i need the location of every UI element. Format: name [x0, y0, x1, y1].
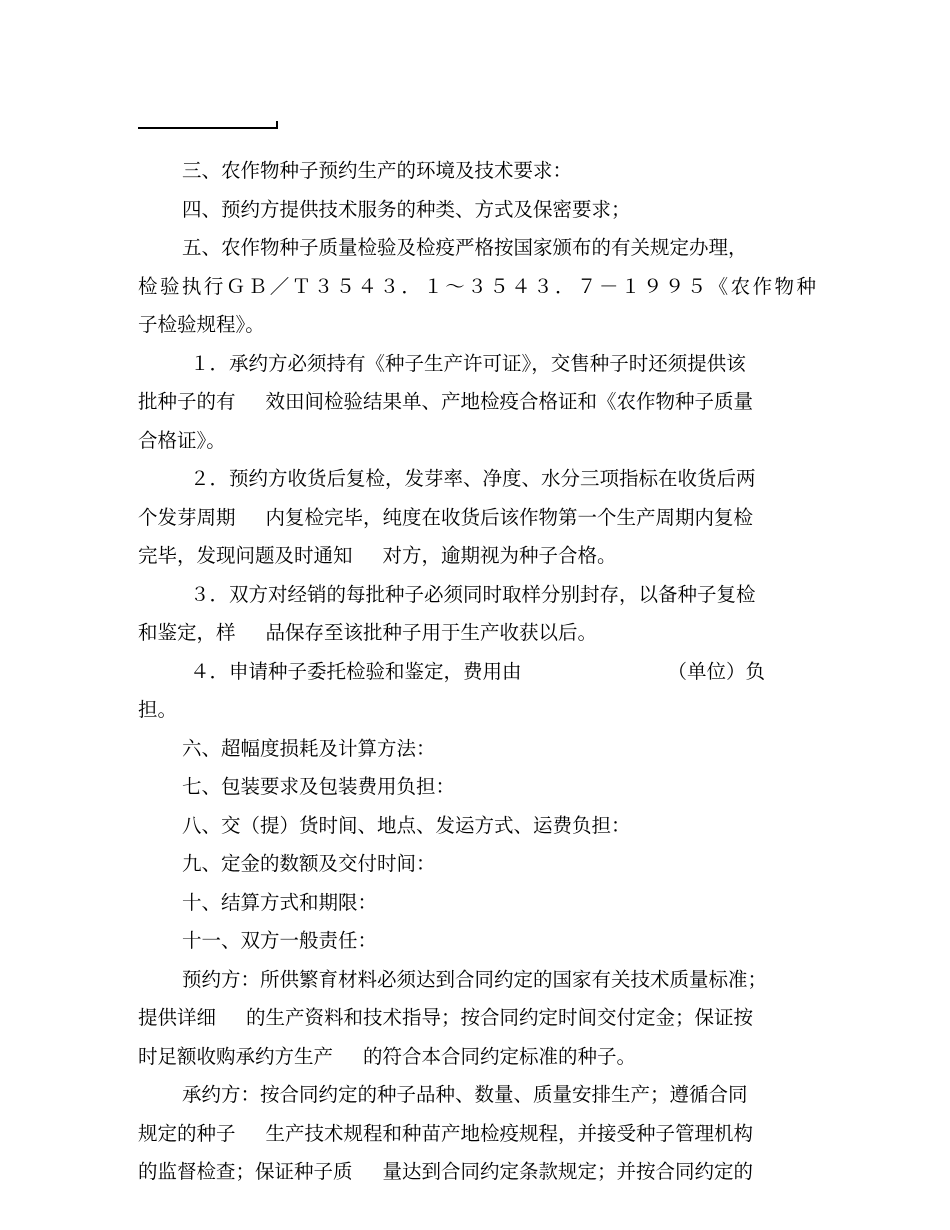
clause-5-line-3: 子检验规程》。	[138, 313, 265, 336]
item-4-line-2: 担。	[138, 698, 178, 721]
table-corner-border	[276, 121, 278, 129]
item-2-line-3: 完毕，发现问题及时通知 对方，逾期视为种子合格。	[138, 544, 617, 567]
buyer-duties-line-2: 提供详细 的生产资料和技术指导；按合同约定时间交付定金；保证按	[138, 1006, 754, 1029]
table-bottom-border	[138, 127, 278, 129]
clause-3: 三、农作物种子预约生产的环境及技术要求：	[182, 159, 573, 182]
document-body	[138, 152, 816, 1192]
item-3: ３．双方对经销的每批种子必须同时取样分别封存，以备种子复检	[190, 582, 756, 606]
clause-5-line-2: 检验执行ＧＢ／Ｔ３５４３．１～３５４３．７－１９９５《农作物种	[138, 274, 816, 298]
item-4: ４．申请种子委托检验和鉴定，费用由 （单位）负	[190, 659, 766, 683]
item-1-line-2: 批种子的有 效田间检验结果单、产地检疫合格证和《农作物种子质量	[138, 390, 754, 413]
item-1-line-3: 合格证》。	[138, 428, 226, 452]
item-1: １．承约方必须持有《种子生产许可证》，交售种子时还须提供该	[190, 351, 746, 375]
grower-duties: 承约方：按合同约定的种子品种、数量、质量安排生产；遵循合同	[182, 1083, 748, 1106]
clause-6: 六、超幅度损耗及计算方法：	[182, 736, 436, 760]
clause-8: 八、交（提）货时间、地点、发运方式、运费负担：	[182, 813, 631, 837]
clause-4: 四、预约方提供技术服务的种类、方式及保密要求；	[182, 197, 631, 221]
buyer-duties: 预约方：所供繁育材料必须达到合同约定的国家有关技术质量标准；	[182, 967, 768, 991]
clause-7: 七、包装要求及包装费用负担：	[182, 775, 456, 798]
item-2-line-2: 个发芽周期 内复检完毕，纯度在收货后该作物第一个生产周期内复检	[138, 505, 754, 529]
item-2: ２．预约方收货后复检，发芽率、净度、水分三项指标在收货后两	[190, 467, 756, 490]
item-3-line-2: 和鉴定，样 品保存至该批种子用于生产收获以后。	[138, 621, 598, 644]
grower-duties-line-3: 的监督检查；保证种子质 量达到合同约定条款规定；并按合同约定的	[138, 1160, 754, 1183]
grower-duties-line-2: 规定的种子 生产技术规程和种苗产地检疫规程，并接受种子管理机构	[138, 1121, 754, 1145]
clause-10: 十、结算方式和期限：	[182, 890, 378, 914]
clause-11: 十一、双方一般责任：	[182, 929, 378, 952]
table-border-fragment	[138, 121, 278, 129]
buyer-duties-line-3: 时足额收购承约方生产 的符合本合同约定标准的种子。	[138, 1044, 637, 1068]
clause-5: 五、农作物种子质量检验及检疫严格按国家颁布的有关规定办理，	[182, 236, 748, 259]
clause-9: 九、定金的数额及交付时间：	[182, 852, 436, 875]
